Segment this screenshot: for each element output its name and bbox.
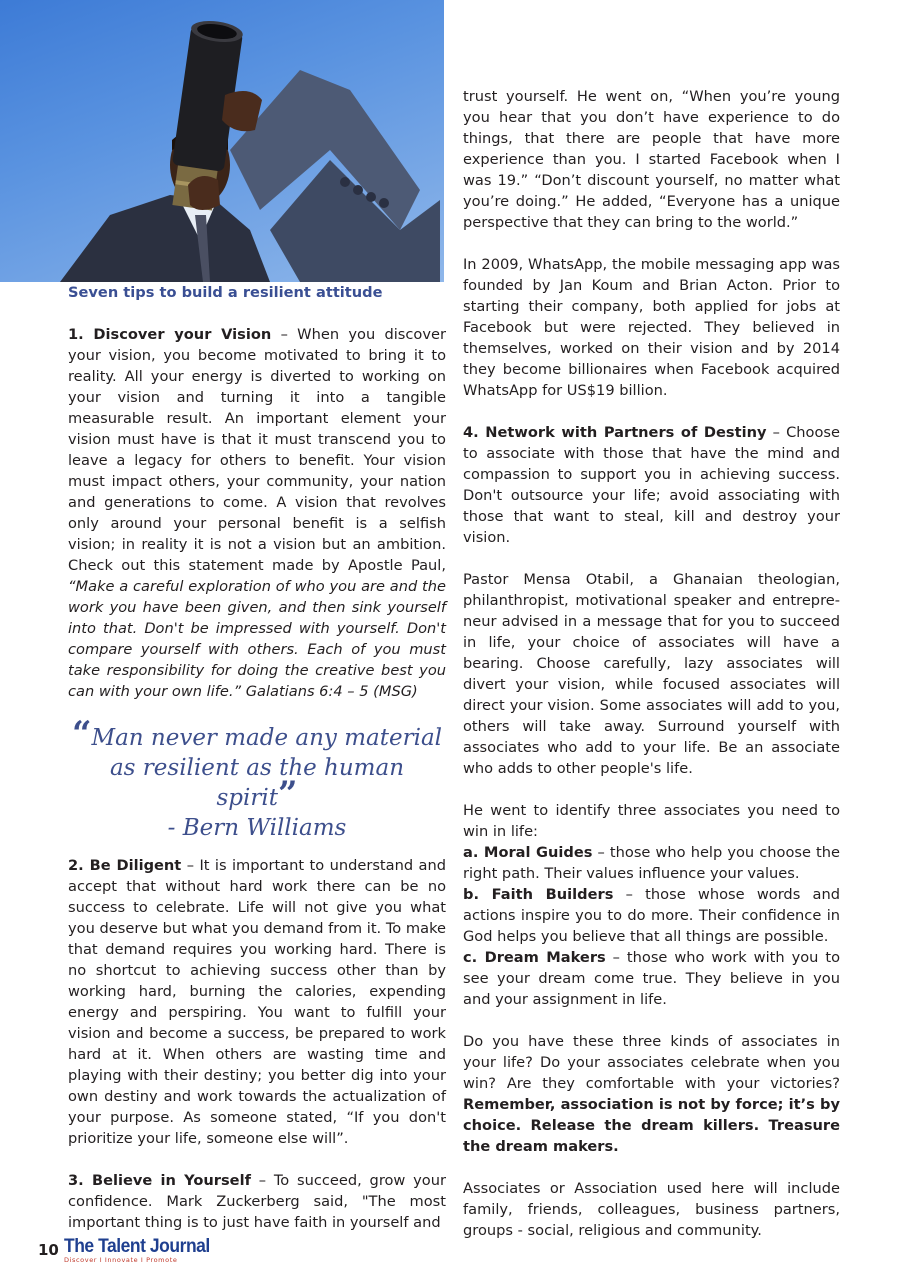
tip-1-heading: 1. Discover your Vision xyxy=(68,326,272,343)
association-emphasis: Remember, association is not by force; it’s by choice. Release the dream killers. Treasure the dream makers. xyxy=(463,1096,840,1155)
page-number: 10 xyxy=(38,1241,59,1259)
whatsapp-paragraph: In 2009, WhatsApp, the mobile messaging app was founded by Jan Koum and Brian Acton. Prior to starting their company, both applied for jobs at Facebook but were rejected. They believed in themselves, worked on their vision and by 2014 they become billionaires when Facebook acquired WhatsApp for US$19 billion. xyxy=(463,256,840,399)
dream-makers-text: – those who work with you to see your dream come true. They believe in you and your assignment in life. xyxy=(463,949,841,1008)
moral-guides-text: – those who help you choose the right path. Their values influence your values. xyxy=(463,844,840,882)
tip-1-paragraph xyxy=(68,324,446,702)
tip-2-paragraph xyxy=(68,855,446,1149)
pull-quote-text: Man never made any material as resilient as the human spirit xyxy=(91,725,443,811)
pull-quote-author: - Bern Williams xyxy=(167,815,347,841)
associates-question-paragraph xyxy=(463,1031,840,1157)
faith-builders-item xyxy=(463,884,840,947)
dream-makers-item xyxy=(463,947,840,1010)
associates-question-text: Do you have these three kinds of associates in your life? Do your associates celebrate when you win? Are they comfortable with your victories? xyxy=(463,1033,840,1092)
journal-logo xyxy=(64,1236,223,1264)
logo-title: The Talent Journal xyxy=(64,1236,210,1257)
logo-tagline: Discover I Innovate I Promote xyxy=(64,1256,178,1264)
tip-4-heading: 4. Network with Partners of Destiny xyxy=(463,424,767,441)
article-photo xyxy=(0,0,444,282)
associates-definition-paragraph: Associates or Association used here will include family, friends, colleagues, business partners, groups - social, religious and community. xyxy=(463,1180,840,1239)
tip-4-paragraph xyxy=(463,422,840,548)
associates-intro: He went to identify three associates you need to win in life: xyxy=(463,802,840,840)
right-column xyxy=(463,86,840,1241)
tip-3-text: – To succeed, grow your confidence. Mark Zuckerberg said, "The most important thing is to just have faith in yourself and xyxy=(68,1172,446,1231)
faith-builders-heading: b. Faith Builders xyxy=(463,886,614,903)
tip-3-paragraph xyxy=(68,1170,446,1233)
close-quote-mark: ” xyxy=(277,774,298,814)
man-with-telescope-image xyxy=(0,0,444,282)
tip-2-heading: 2. Be Diligent xyxy=(68,857,182,874)
tip-4-text: – Choose to associate with those that have the mind and compassion to support you in achieving success. Don't outsource your life; avoid associating with those that want to steal, kill and destroy your vision. xyxy=(463,424,840,546)
open-quote-mark: “ xyxy=(71,714,92,754)
section-caption: Seven tips to build a resilient attitude xyxy=(68,284,383,301)
moral-guides-item xyxy=(463,842,840,884)
dream-makers-heading: c. Dream Makers xyxy=(463,949,606,966)
tip-2-text: – It is important to understand and accept that without hard work there can be no success to celebrate. Life will not give you what you deserve but what you demand from it. To make that demand requires you working hard. There is no shortcut to achieving success other than by working hard, burning the calories, expending energy and perspiring. You want to fulfill your vision and become a success, be prepared to work hard at it. When others are wasting time and playing with their destiny; you better dig into your own destiny and work towards the actualization of your purpose. As someone stated, “If you don't prioritize your life, someone else will”. xyxy=(68,857,446,1147)
faith-builders-text: – those whose words and actions inspire you to do more. Their confidence in God helps you believe that all things are possible. xyxy=(463,886,840,945)
tip-3-heading: 3. Believe in Yourself xyxy=(68,1172,251,1189)
tip-1-quote: “Make a careful exploration of who you are and the work you have been given, and then sink yourself into that. Don't be impressed with yourself. Don't compare yourself with others. Each of you must take responsibility for doing the creative best you can with your own life.” Galatians 6:4 – 5 (MSG) xyxy=(68,578,446,700)
otabil-paragraph: Pastor Mensa Otabil, a Ghanaian theologian, philanthropist, motivational speaker and entrepre-neur advised in a message that for you to succeed in life, your choice of associates will have a bearing. Choose carefully, lazy associates will divert your vision, while focused associates will direct your vision. Some associates will add to you, others will take away. Surround yourself with associates who add to your life. Be an associate who adds to other people's life. xyxy=(463,571,840,777)
moral-guides-heading: a. Moral Guides xyxy=(463,844,593,861)
pull-quote xyxy=(68,714,446,843)
zuckerberg-paragraph: trust yourself. He went on, “When you’re young you hear that you don’t have experience to do things, that there are people that have more experience than you. I started Facebook when I was 19.” “Don’t discount yourself, no matter what you’re doing.” He added, “Everyone has a unique perspective that they can bring to the world.” xyxy=(463,88,840,231)
tip-1-text: – When you discover your vision, you become motivated to bring it to reality. All your energy is diverted to working on your vision and turning it into a tangible measurable result. An important element your vision must have is that it must transcend you to leave a legacy for others to benefit. Your vision must impact others, your community, your nation and generations to come. A vision that revolves only around your personal benefit is a selfish vision; in reality it is not a vision but an ambition. Check out this statement made by Apostle Paul, xyxy=(68,326,446,574)
left-column xyxy=(68,282,446,1233)
